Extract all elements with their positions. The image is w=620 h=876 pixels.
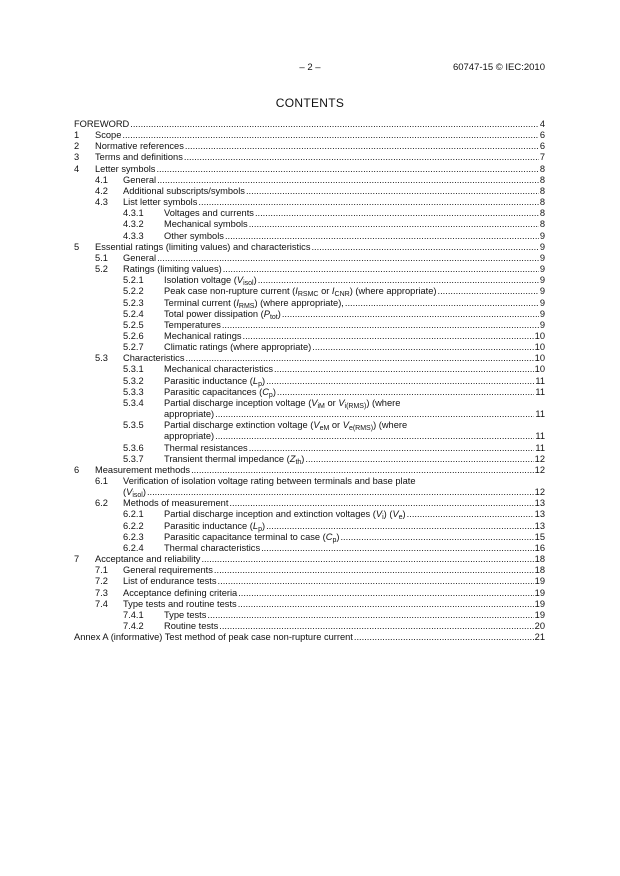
toc-number: 5.3.7 [123,453,144,464]
toc-number: 5.2.4 [123,308,144,319]
toc-page: 8 [539,197,545,208]
toc-entry-5-2-6[interactable] [74,331,545,342]
toc-title: Essential ratings (limiting values) and characteristics [95,241,311,252]
toc-entry-4-3[interactable] [74,197,545,208]
toc-entry-6[interactable] [74,465,545,476]
toc-entry-6-2-1[interactable] [74,509,545,520]
toc-title: Parasitic capacitances $(C_p)$ [164,386,276,399]
toc-entry-4-3-3[interactable] [74,231,545,242]
toc-entry-1[interactable] [74,130,545,141]
toc-page: 6 [539,141,545,152]
toc-number: 2 [74,141,80,152]
toc-entry-2[interactable] [74,141,545,152]
toc-number: 5.3.3 [123,386,144,397]
toc-title: Routine tests [164,621,219,632]
toc-title-line1: Partial discharge extinction voltage ($V_{eM}$ or $V_{e(RMS)}$) (where [164,420,408,433]
toc-entry-4-2[interactable] [74,186,545,197]
toc-number: 5.3 [95,353,108,364]
toc-page: 6 [539,130,545,141]
toc-number: 5.3.2 [123,375,144,386]
toc-title: Acceptance defining criteria [123,587,238,598]
toc-page: 9 [539,308,545,319]
toc-entry-5-3-3[interactable] [74,387,545,398]
toc-title: Peak case non-rupture current ($I_{RSMC}$ or $I_{CNR}$) (where appropriate) [164,286,437,299]
toc-entry-5-3-1[interactable] [74,364,545,375]
toc-number: 3 [74,152,80,163]
toc-title: Voltages and currents [164,208,254,219]
toc-number: 6 [74,464,80,475]
toc-number: 4 [74,163,80,174]
toc-title: Thermal resistances [164,442,248,453]
toc-page: 9 [539,264,545,275]
toc-number: 7.4.1 [123,609,144,620]
toc-number: 5.2 [95,264,108,275]
toc-number: 5.3.1 [123,364,144,375]
toc-title: Mechanical characteristics [164,364,274,375]
toc-entry-5-3-5[interactable] [74,420,545,442]
toc-number: 6.2.1 [123,509,144,520]
toc-number: 4.3.1 [123,208,144,219]
toc-entry-5-2-5[interactable] [74,320,545,331]
toc-number: 5.2.6 [123,330,144,341]
toc-page: 18 [534,565,545,576]
toc-page: 12 [534,464,545,475]
toc-number: 6.2.4 [123,542,144,553]
toc-number: 6.1 [95,476,108,486]
toc-title: Terminal current $(I_{RMS})$ (where appropriate), [164,297,344,310]
toc-title-line1: Partial discharge inception voltage ($V_{iM}$ or $V_{i(RMS)}$) (where [164,397,401,410]
toc-page: 12 [534,487,545,498]
toc-number: 5.2.7 [123,342,144,353]
toc-page: 19 [534,587,545,598]
toc-number: 4.1 [95,174,108,185]
toc-entry-annex-a[interactable] [74,632,545,643]
toc-title-line2: appropriate) [164,409,215,420]
toc-page: 15 [534,531,545,542]
toc-page: 13 [534,520,545,531]
toc-page: 7 [539,152,545,163]
toc-number: 5 [74,241,80,252]
toc-page: 21 [534,632,545,643]
toc-number: 1 [74,130,80,141]
toc-number: 4.2 [95,185,108,196]
toc-page: 20 [534,621,545,632]
toc-page: 8 [539,208,545,219]
toc-page: 13 [534,509,545,520]
toc-number: 5.2.2 [123,286,144,297]
toc-title: Normative references [95,141,184,152]
toc-title: Methods of measurement [123,498,229,509]
toc-title: General [123,174,157,185]
toc-page: 9 [539,230,545,241]
toc-entry-5-3-6[interactable] [74,443,545,454]
toc-entry-5-2-4[interactable] [74,309,545,320]
toc-page: 9 [539,252,545,263]
toc-entry-5-3-2[interactable] [74,376,545,387]
toc-entry-7-3[interactable] [74,588,545,599]
toc-number: 5.3.5 [123,420,144,431]
toc-title-line1: Verification of isolation voltage rating between terminals and base plate [123,476,416,486]
toc-page: 9 [539,297,545,308]
toc-entry-6-1[interactable] [74,476,545,498]
toc-title: Parasitic inductance $(L_p)$ [164,375,266,388]
toc-number: 5.2.1 [123,275,144,286]
toc-page: 8 [539,174,545,185]
toc-number: 6.2.3 [123,531,144,542]
toc-page: 9 [539,275,545,286]
toc-number: 4.3 [95,197,108,208]
toc-entry-5-2-3[interactable] [74,298,545,309]
toc-entry-5-2-7[interactable] [74,342,545,353]
toc-page: 9 [539,319,545,330]
toc-title: Scope [95,130,122,141]
toc-title: General [123,252,157,263]
toc-number: 4.3.3 [123,230,144,241]
toc-title: Total power dissipation $(P_{tot})$ [164,308,281,321]
toc-entry-5-3[interactable] [74,353,545,364]
toc-title: Other symbols [164,230,224,241]
toc-title: Characteristics [123,353,185,364]
toc-entry-7[interactable] [74,554,545,565]
toc-page: 11 [535,386,545,397]
toc-title-line2: appropriate) [164,431,215,442]
toc-title: Letter symbols [95,163,156,174]
toc-entry-foreword[interactable] [74,119,545,130]
toc-title: Parasitic capacitance terminal to case $(C_p)$ [164,531,340,544]
toc-title-line2: $(V_{isol})$ [123,487,146,500]
toc-entry-4[interactable] [74,164,545,175]
toc-page: 9 [539,241,545,252]
toc-title: Mechanical symbols [164,219,248,230]
toc-number: 5.1 [95,252,108,263]
toc-page: 11 [535,431,545,442]
toc-entry-5-3-7[interactable] [74,454,545,465]
toc-title: FOREWORD [74,119,130,129]
toc-page: 19 [534,598,545,609]
toc-title: Temperatures [164,319,221,330]
toc-page: 10 [534,353,545,364]
toc-title: Transient thermal impedance $(Z_{th})$ [164,453,305,466]
toc-number: 5.3.6 [123,442,144,453]
toc-number: 7 [74,554,80,565]
toc-page: 11 [535,442,545,453]
toc-page: 19 [534,609,545,620]
toc-title: Terms and definitions [95,152,183,163]
toc-title: Climatic ratings (where appropriate) [164,342,312,353]
toc-number: 5.2.5 [123,319,144,330]
toc-number: 6.2.2 [123,520,144,531]
toc-title: Ratings (limiting values) [123,264,222,275]
toc-number: 4.3.2 [123,219,144,230]
toc-title: Thermal characteristics [164,542,261,553]
toc-title: Type tests and routine tests [123,598,237,609]
toc-entry-5-1[interactable] [74,253,545,264]
toc-title: Partial discharge inception and extinction voltages $(V_i)$ $(V_e)$ [164,509,406,522]
toc-number: 7.4.2 [123,621,144,632]
toc-number: 5.2.3 [123,297,144,308]
toc-page: 10 [534,364,545,375]
toc-entry-5-2-1[interactable] [74,275,545,286]
toc-page: 4 [539,119,545,129]
toc-entry-5-2[interactable] [74,264,545,275]
toc-title: Acceptance and reliability [95,554,201,565]
toc-title: Additional subscripts/symbols [123,185,245,196]
toc-entry-6-2-4[interactable] [74,543,545,554]
toc-title: List letter symbols [123,197,198,208]
toc-entry-7-4-2[interactable] [74,621,545,632]
toc-entry-5[interactable] [74,242,545,253]
toc-title: Mechanical ratings [164,330,242,341]
toc-page: 12 [534,453,545,464]
toc-title: Type tests [164,609,207,620]
toc-title: Measurement methods [95,464,191,475]
toc-page: 8 [539,219,545,230]
toc-number: 6.2 [95,498,108,509]
toc-number: 7.1 [95,565,108,576]
toc-page: 19 [534,576,545,587]
toc-number: 5.3.4 [123,397,144,408]
toc-page: 16 [534,542,545,553]
toc-entry-3[interactable] [74,152,545,163]
toc-page: 18 [534,554,545,565]
toc-entry-6-2-2[interactable] [74,521,545,532]
toc-page: 11 [535,375,545,386]
toc-entry-6-2[interactable] [74,498,545,509]
page-number: – 2 – [299,62,321,73]
table-of-contents [74,119,545,643]
toc-page: 13 [534,498,545,509]
toc-title: Parasitic inductance $(L_p)$ [164,520,266,533]
toc-entry-4-3-1[interactable] [74,208,545,219]
toc-entry-7-2[interactable] [74,576,545,587]
toc-entry-7-4[interactable] [74,599,545,610]
toc-title: Annex A (informative) Test method of peak case non-rupture current [74,632,353,643]
toc-entry-5-2-2[interactable] [74,286,545,297]
toc-number: 7.3 [95,587,108,598]
toc-page: 10 [534,330,545,341]
toc-page: 9 [539,286,545,297]
toc-page: 8 [539,163,545,174]
toc-page: 8 [539,185,545,196]
toc-entry-7-4-1[interactable] [74,610,545,621]
toc-number: 7.2 [95,576,108,587]
toc-number: 7.4 [95,598,108,609]
toc-entry-4-3-2[interactable] [74,219,545,230]
toc-title: Isolation voltage $(V_{isol})$ [164,275,257,288]
standard-reference: 60747-15 © IEC:2010 [452,62,545,73]
toc-page: 10 [534,342,545,353]
toc-entry-5-3-4[interactable] [74,398,545,420]
contents-title: CONTENTS [275,96,345,110]
toc-title: General requirements [123,565,213,576]
toc-page: 11 [535,409,545,420]
toc-entry-6-2-3[interactable] [74,532,545,543]
toc-entry-7-1[interactable] [74,565,545,576]
toc-title: List of endurance tests [123,576,217,587]
toc-entry-4-1[interactable] [74,175,545,186]
